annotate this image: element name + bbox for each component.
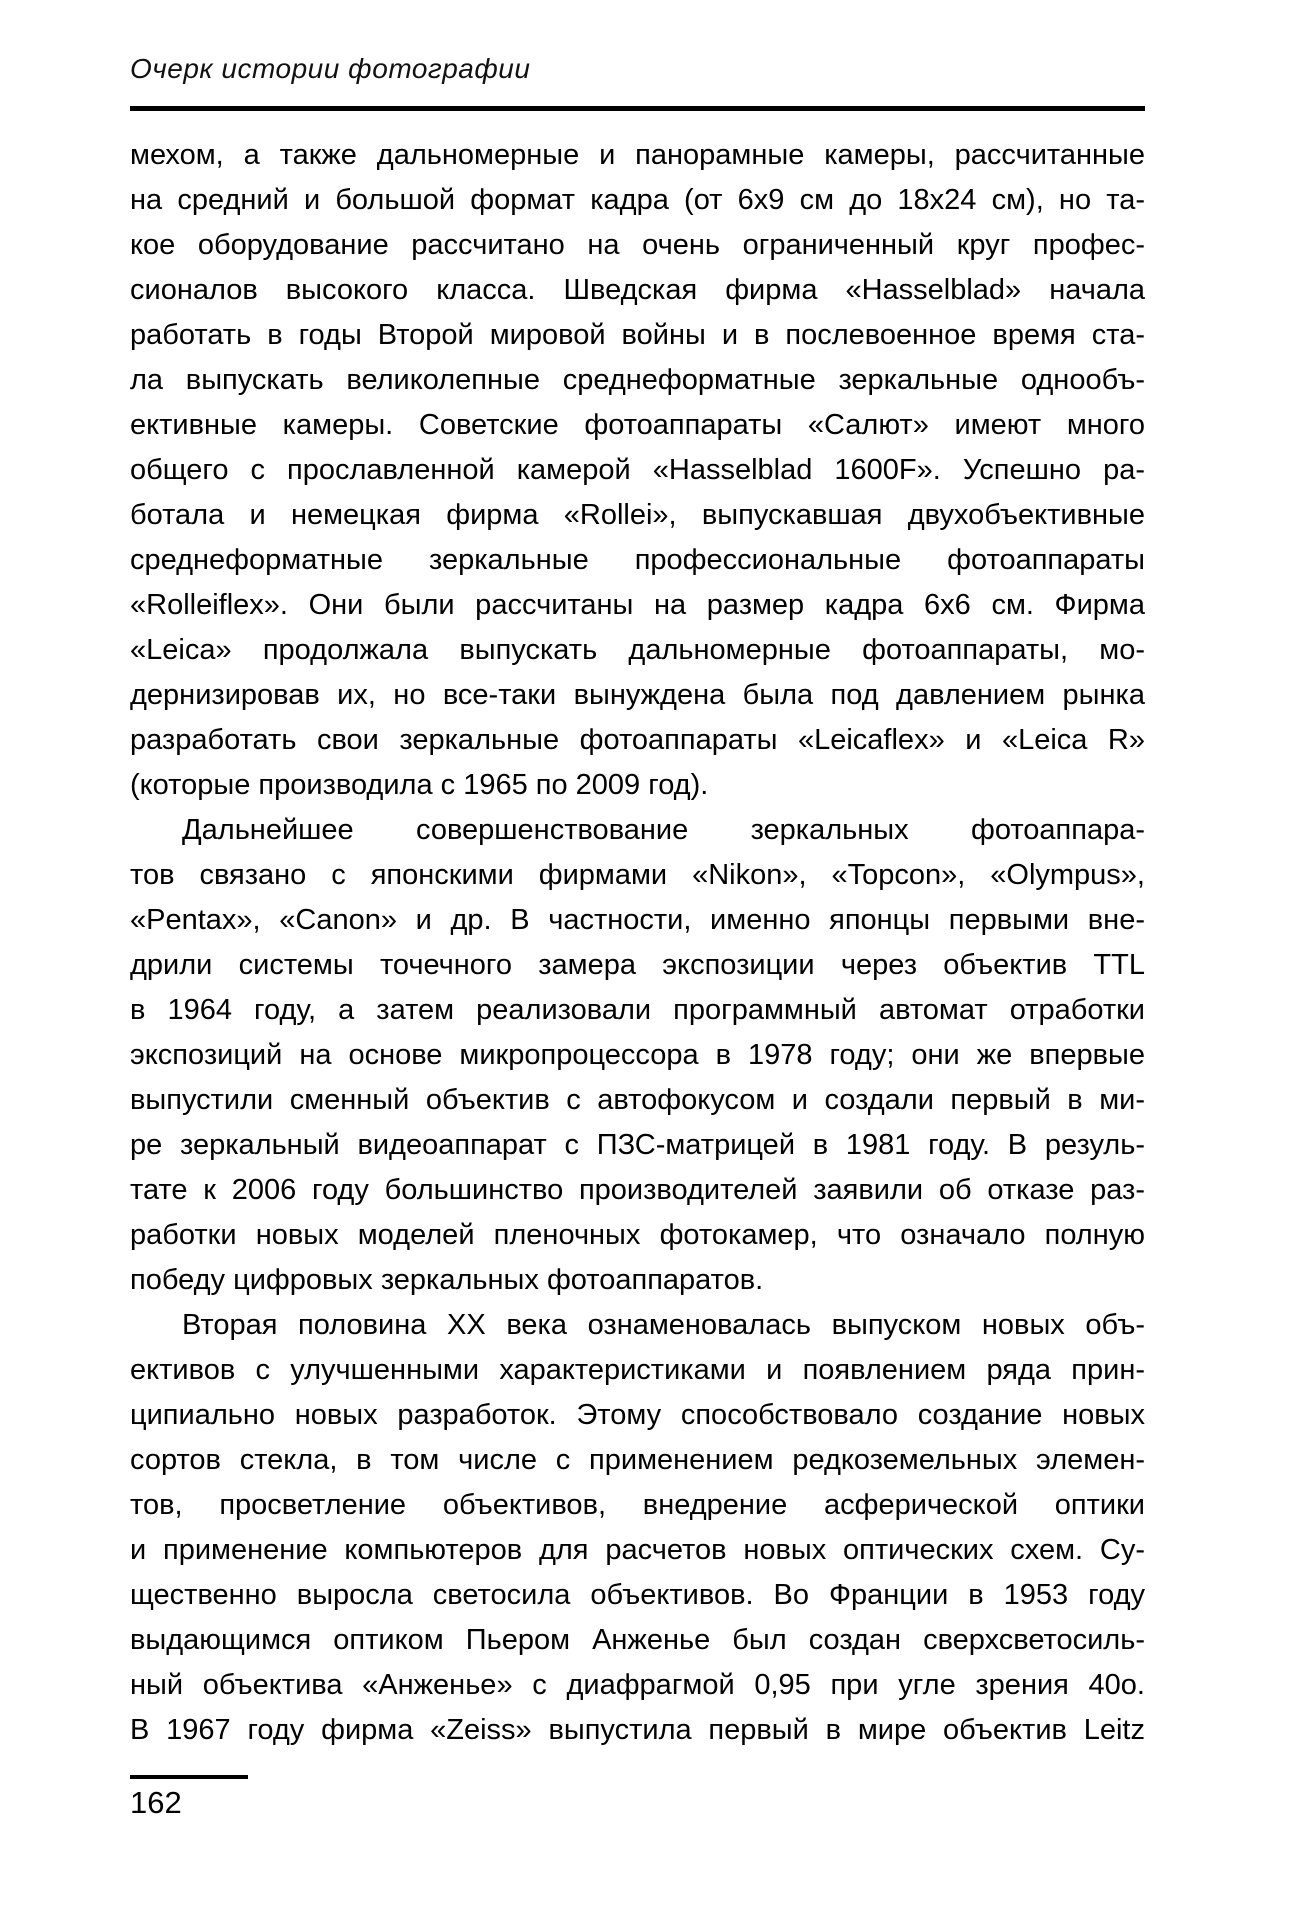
page-number: 162 [130, 1785, 182, 1820]
text-line: ективные камеры. Советские фотоаппараты «Салют» имеют много [130, 409, 1145, 441]
text-line: (которые производила с 1965 по 2009 год). [130, 769, 709, 801]
text-line: Дальнейшее совершенствование зеркальных фотоаппара- [182, 814, 1145, 846]
page-footer [130, 1775, 1145, 1821]
text-line: кое оборудование рассчитано на очень ограниченный круг профес- [130, 229, 1145, 261]
text-line: тате к 2006 году большинство производителей заявили об отказе раз- [130, 1174, 1145, 1206]
text-line: дрили системы точечного замера экспозиции через объектив TTL [130, 949, 1145, 981]
text-line: ципиально новых разработок. Этому способствовало создание новых [130, 1399, 1145, 1431]
text-line: экспозиций на основе микропроцессора в 1978 году; они же впервые [130, 1039, 1145, 1071]
header-title: Очерк истории фотографии [130, 53, 531, 84]
paragraph [130, 808, 1145, 1303]
paragraph [130, 133, 1145, 808]
text-line: выпустили сменный объектив с автофокусом и создали первый в ми- [130, 1084, 1145, 1116]
text-line: на средний и большой формат кадра (от 6х9 см до 18х24 см), но та- [130, 184, 1145, 216]
text-line: тов, просветление объективов, внедрение асферической оптики [130, 1489, 1145, 1521]
text-line: разработать свои зеркальные фотоаппараты «Leicaflex» и «Leica R» [130, 724, 1145, 756]
text-line: сионалов высокого класса. Шведская фирма «Hasselblad» начала [130, 274, 1145, 306]
text-line: ла выпускать великолепные среднеформатные зеркальные однообъ- [130, 364, 1145, 396]
text-line: и применение компьютеров для расчетов новых оптических схем. Су- [130, 1534, 1145, 1566]
text-line: ный объектива «Анженье» с диафрагмой 0,95 при угле зрения 40о. [130, 1669, 1145, 1701]
text-line: сортов стекла, в том числе с применением редкоземельных элемен- [130, 1444, 1145, 1476]
body-text [130, 133, 1145, 1753]
text-line: ективов с улучшенными характеристиками и появлением ряда прин- [130, 1354, 1145, 1386]
text-line: работки новых моделей пленочных фотокамер, что означало полную [130, 1219, 1145, 1251]
text-line: выдающимся оптиком Пьером Анженье был создан сверхсветосиль- [130, 1624, 1145, 1656]
text-line: общего с прославленной камерой «Hasselblad 1600F». Успешно ра- [130, 454, 1145, 486]
text-line: среднеформатные зеркальные профессиональные фотоаппараты [130, 544, 1145, 576]
text-line: «Leica» продолжала выпускать дальномерные фотоаппараты, мо- [130, 634, 1145, 666]
text-line: в 1964 году, а затем реализовали программный автомат отработки [130, 994, 1145, 1026]
header-rule [130, 106, 1145, 111]
text-line: В 1967 году фирма «Zeiss» выпустила первый в мире объектив Leitz [130, 1714, 1145, 1746]
text-line: мехом, а также дальномерные и панорамные камеры, рассчитанные [130, 139, 1145, 171]
text-line: ре зеркальный видеоаппарат с ПЗС-матрицей в 1981 году. В резуль- [130, 1129, 1145, 1161]
text-line: щественно выросла светосила объективов. Во Франции в 1953 году [130, 1579, 1145, 1611]
text-line: дернизировав их, но все-таки вынуждена была под давлением рынка [130, 679, 1145, 711]
text-line: Вторая половина XX века ознаменовалась выпуском новых объ- [182, 1309, 1145, 1341]
text-line: работать в годы Второй мировой войны и в послевоенное время ста- [130, 319, 1145, 351]
text-line: «Rolleiflex». Они были рассчитаны на размер кадра 6х6 см. Фирма [130, 589, 1145, 621]
text-line: ботала и немецкая фирма «Rollei», выпускавшая двухобъективные [130, 499, 1145, 531]
text-line: тов связано с японскими фирмами «Nikon», «Topcon», «Olympus», [130, 859, 1145, 891]
text-line: «Pentax», «Canon» и др. В частности, именно японцы первыми вне- [130, 904, 1145, 936]
running-header [130, 52, 1145, 111]
footer-rule [130, 1775, 248, 1779]
text-line: победу цифровых зеркальных фотоаппаратов. [130, 1264, 764, 1296]
paragraph [130, 1303, 1145, 1753]
